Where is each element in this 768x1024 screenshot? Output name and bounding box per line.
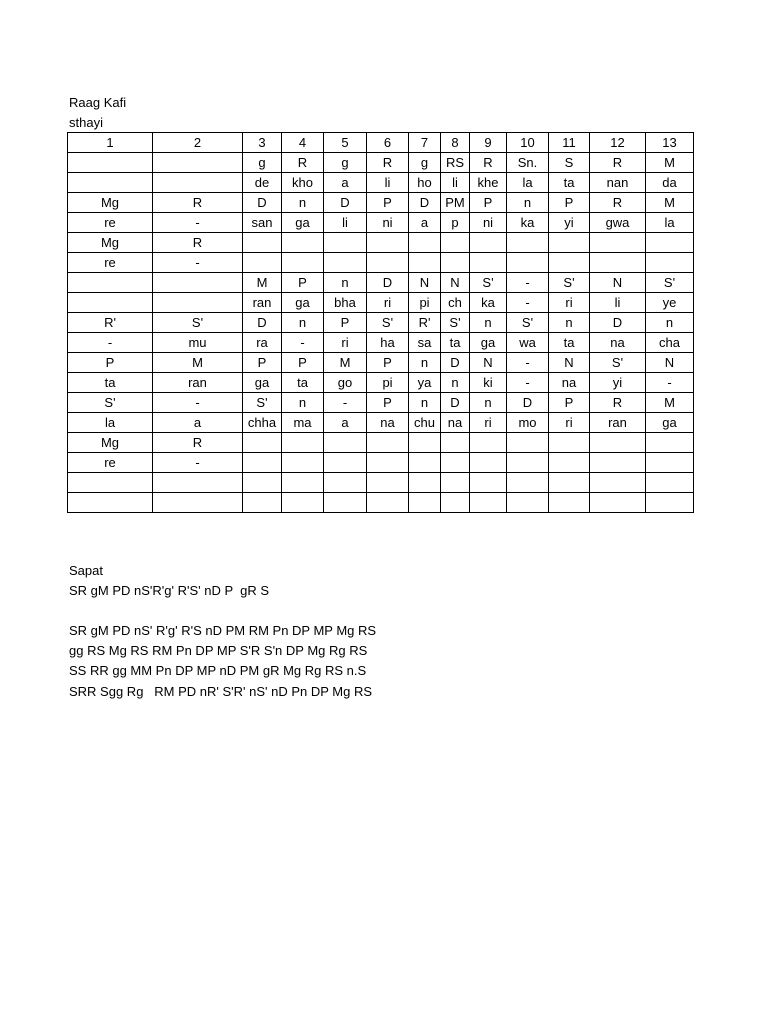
table-cell	[590, 233, 646, 253]
table-cell: ga	[646, 413, 694, 433]
table-cell: ka	[507, 213, 549, 233]
table-cell: -	[646, 373, 694, 393]
table-cell: PM	[441, 193, 470, 213]
table-cell: S'	[549, 273, 590, 293]
table-cell	[441, 453, 470, 473]
table-cell: S'	[153, 313, 243, 333]
table-cell: P	[282, 353, 324, 373]
table-cell	[243, 233, 282, 253]
table-cell: R	[590, 393, 646, 413]
table-cell: la	[646, 213, 694, 233]
table-cell	[470, 473, 507, 493]
table-cell: mu	[153, 333, 243, 353]
table-cell: n	[470, 393, 507, 413]
table-cell: -	[507, 293, 549, 313]
table-cell	[153, 293, 243, 313]
table-cell: R	[153, 433, 243, 453]
table-cell: pi	[409, 293, 441, 313]
table-cell	[324, 433, 367, 453]
table-cell: D	[441, 393, 470, 413]
table-cell	[507, 493, 549, 513]
table-row	[68, 373, 694, 393]
table-cell	[549, 453, 590, 473]
table-cell: g	[409, 153, 441, 173]
table-cell: N	[590, 273, 646, 293]
table-cell: g	[324, 153, 367, 173]
table-cell: Mg	[68, 433, 153, 453]
table-cell: S'	[367, 313, 409, 333]
table-cell: sa	[409, 333, 441, 353]
page-title: Raag Kafi	[69, 95, 127, 110]
table-cell: -	[153, 393, 243, 413]
table-cell: mo	[507, 413, 549, 433]
table-cell	[367, 453, 409, 473]
table-cell	[441, 433, 470, 453]
table-cell: ni	[470, 213, 507, 233]
table-cell: N	[646, 353, 694, 373]
table-cell	[243, 493, 282, 513]
table-cell: 4	[282, 133, 324, 153]
table-cell: Mg	[68, 233, 153, 253]
table-cell: n	[470, 313, 507, 333]
table-cell: ri	[549, 413, 590, 433]
table-cell	[507, 453, 549, 473]
table-cell: n	[646, 313, 694, 333]
table-cell	[324, 233, 367, 253]
table-cell: -	[324, 393, 367, 413]
table-cell: N	[549, 353, 590, 373]
table-cell: P	[549, 193, 590, 213]
table-cell: kho	[282, 173, 324, 193]
table-cell: R'	[409, 313, 441, 333]
table-cell: ya	[409, 373, 441, 393]
table-cell	[243, 473, 282, 493]
table-cell	[68, 153, 153, 173]
table-cell: n	[324, 273, 367, 293]
table-cell: a	[324, 413, 367, 433]
table-cell: P	[549, 393, 590, 413]
table-cell: ra	[243, 333, 282, 353]
table-cell: M	[646, 393, 694, 413]
table-cell	[507, 233, 549, 253]
table-cell: 7	[409, 133, 441, 153]
table-row	[68, 153, 694, 173]
table-cell	[282, 473, 324, 493]
table-cell: 6	[367, 133, 409, 153]
table-cell: R'	[68, 313, 153, 333]
table-row	[68, 213, 694, 233]
table-cell: re	[68, 453, 153, 473]
table-cell: 1	[68, 133, 153, 153]
table-cell: li	[324, 213, 367, 233]
table-cell: M	[153, 353, 243, 373]
table-cell: bha	[324, 293, 367, 313]
table-row	[68, 453, 694, 473]
table-cell	[441, 253, 470, 273]
table-cell: 8	[441, 133, 470, 153]
table-cell: ri	[470, 413, 507, 433]
table-row	[68, 193, 694, 213]
section-label-sthayi: sthayi	[69, 115, 103, 130]
table-cell	[441, 233, 470, 253]
table-cell: na	[367, 413, 409, 433]
table-cell: de	[243, 173, 282, 193]
table-cell: chu	[409, 413, 441, 433]
table-cell: -	[153, 213, 243, 233]
sapat-line: SRR Sgg Rg RM PD nR' S'R' nS' nD Pn DP Mg RS	[69, 684, 373, 699]
table-cell: P	[282, 273, 324, 293]
table-cell: li	[441, 173, 470, 193]
table-cell: P	[324, 313, 367, 333]
table-cell: li	[590, 293, 646, 313]
table-cell: ta	[549, 333, 590, 353]
table-row	[68, 433, 694, 453]
table-row	[68, 333, 694, 353]
table-cell: -	[507, 353, 549, 373]
table-row	[68, 353, 694, 373]
table-cell: 5	[324, 133, 367, 153]
table-cell	[153, 173, 243, 193]
table-row	[68, 413, 694, 433]
table-cell	[68, 493, 153, 513]
table-row	[68, 493, 694, 513]
table-row	[68, 393, 694, 413]
table-cell: ni	[367, 213, 409, 233]
table-cell	[470, 493, 507, 513]
table-cell	[646, 493, 694, 513]
table-cell: ho	[409, 173, 441, 193]
table-cell: chha	[243, 413, 282, 433]
table-cell: n	[409, 393, 441, 413]
table-cell: S'	[590, 353, 646, 373]
table-cell: N	[441, 273, 470, 293]
table-cell: pi	[367, 373, 409, 393]
sapat-line: SS RR gg MM Pn DP MP nD PM gR Mg Rg RS n.S	[69, 663, 367, 678]
table-cell: N	[470, 353, 507, 373]
table-cell: 11	[549, 133, 590, 153]
table-cell	[367, 253, 409, 273]
table-cell: a	[409, 213, 441, 233]
table-cell	[549, 433, 590, 453]
table-cell	[68, 173, 153, 193]
table-cell: P	[68, 353, 153, 373]
table-row	[68, 273, 694, 293]
table-cell: na	[590, 333, 646, 353]
table-cell: S'	[470, 273, 507, 293]
table-cell	[243, 453, 282, 473]
table-cell: a	[324, 173, 367, 193]
table-cell	[68, 293, 153, 313]
sapat-heading: Sapat	[69, 563, 103, 578]
table-cell: RS	[441, 153, 470, 173]
table-cell	[409, 233, 441, 253]
table-cell: la	[507, 173, 549, 193]
notation-table	[67, 132, 694, 513]
table-cell: ran	[590, 413, 646, 433]
table-row	[68, 293, 694, 313]
sapat-line: gg RS Mg RS RM Pn DP MP S'R S'n DP Mg Rg RS	[69, 643, 368, 658]
table-cell: yi	[590, 373, 646, 393]
table-cell: khe	[470, 173, 507, 193]
table-cell	[507, 253, 549, 273]
table-cell: ma	[282, 413, 324, 433]
table-cell: g	[243, 153, 282, 173]
table-cell	[507, 433, 549, 453]
table-cell: R	[590, 193, 646, 213]
table-cell: n	[282, 393, 324, 413]
table-cell	[367, 493, 409, 513]
table-cell: S'	[243, 393, 282, 413]
table-cell: -	[282, 333, 324, 353]
table-cell: N	[409, 273, 441, 293]
table-cell: P	[367, 353, 409, 373]
table-cell	[646, 253, 694, 273]
table-cell	[153, 493, 243, 513]
table-cell	[282, 233, 324, 253]
table-row	[68, 253, 694, 273]
table-cell: ch	[441, 293, 470, 313]
table-cell	[68, 473, 153, 493]
table-cell	[590, 433, 646, 453]
table-cell: n	[441, 373, 470, 393]
sapat-line: SR gM PD nS'R'g' R'S' nD P gR S	[69, 583, 270, 598]
table-cell	[409, 433, 441, 453]
table-cell: P	[470, 193, 507, 213]
table-cell: go	[324, 373, 367, 393]
table-cell: D	[324, 193, 367, 213]
table-cell: ran	[153, 373, 243, 393]
table-row	[68, 313, 694, 333]
table-cell	[243, 433, 282, 453]
table-cell: cha	[646, 333, 694, 353]
table-cell: ta	[441, 333, 470, 353]
table-cell: S'	[646, 273, 694, 293]
table-cell: yi	[549, 213, 590, 233]
table-cell	[324, 473, 367, 493]
table-cell: ri	[367, 293, 409, 313]
table-cell	[590, 493, 646, 513]
table-cell	[367, 433, 409, 453]
table-cell: n	[282, 313, 324, 333]
table-cell: a	[153, 413, 243, 433]
table-cell	[646, 233, 694, 253]
table-cell	[646, 453, 694, 473]
table-cell	[324, 493, 367, 513]
table-cell	[590, 253, 646, 273]
table-cell: ye	[646, 293, 694, 313]
table-cell	[324, 253, 367, 273]
table-cell: Mg	[68, 193, 153, 213]
table-header-row	[68, 133, 694, 153]
table-cell	[367, 233, 409, 253]
table-cell	[68, 273, 153, 293]
table-cell	[153, 473, 243, 493]
table-cell	[646, 433, 694, 453]
table-cell: R	[153, 233, 243, 253]
table-cell: ga	[282, 213, 324, 233]
table-cell	[507, 473, 549, 493]
table-cell	[282, 433, 324, 453]
table-cell: wa	[507, 333, 549, 353]
table-cell: S'	[441, 313, 470, 333]
table-cell: ha	[367, 333, 409, 353]
table-cell: 12	[590, 133, 646, 153]
table-cell	[282, 253, 324, 273]
table-cell: -	[68, 333, 153, 353]
table-cell: R	[367, 153, 409, 173]
table-cell: ran	[243, 293, 282, 313]
table-cell	[590, 473, 646, 493]
table-cell: la	[68, 413, 153, 433]
table-cell: n	[549, 313, 590, 333]
table-cell: Sn.	[507, 153, 549, 173]
table-cell	[282, 453, 324, 473]
table-cell: ga	[243, 373, 282, 393]
table-cell: P	[367, 193, 409, 213]
table-cell: ta	[68, 373, 153, 393]
table-cell: ri	[324, 333, 367, 353]
table-cell	[409, 253, 441, 273]
table-cell: -	[507, 373, 549, 393]
table-cell: ri	[549, 293, 590, 313]
table-cell: R	[282, 153, 324, 173]
table-cell: gwa	[590, 213, 646, 233]
table-cell	[470, 433, 507, 453]
table-row	[68, 173, 694, 193]
table-cell: D	[507, 393, 549, 413]
table-cell: P	[243, 353, 282, 373]
table-cell: M	[646, 153, 694, 173]
table-cell: na	[441, 413, 470, 433]
table-cell: 13	[646, 133, 694, 153]
table-cell: nan	[590, 173, 646, 193]
table-cell	[590, 453, 646, 473]
table-cell	[367, 473, 409, 493]
table-cell	[470, 453, 507, 473]
table-cell: M	[646, 193, 694, 213]
table-cell: S'	[68, 393, 153, 413]
table-cell: na	[549, 373, 590, 393]
table-cell: -	[153, 253, 243, 273]
table-cell: ka	[470, 293, 507, 313]
table-cell: D	[243, 193, 282, 213]
table-cell: ga	[282, 293, 324, 313]
table-cell: n	[282, 193, 324, 213]
table-cell: li	[367, 173, 409, 193]
table-cell: 2	[153, 133, 243, 153]
table-cell: M	[243, 273, 282, 293]
table-cell: R	[470, 153, 507, 173]
table-cell: D	[590, 313, 646, 333]
table-cell	[409, 493, 441, 513]
table-cell: R	[590, 153, 646, 173]
table-cell: P	[367, 393, 409, 413]
table-row	[68, 233, 694, 253]
table-cell	[243, 253, 282, 273]
table-cell: ta	[549, 173, 590, 193]
table-cell	[646, 473, 694, 493]
table-cell: S'	[507, 313, 549, 333]
sapat-line: SR gM PD nS' R'g' R'S nD PM RM Pn DP MP Mg RS	[69, 623, 377, 638]
table-cell: D	[367, 273, 409, 293]
table-cell: da	[646, 173, 694, 193]
table-cell	[282, 493, 324, 513]
table-cell: san	[243, 213, 282, 233]
table-cell: ki	[470, 373, 507, 393]
table-cell: 10	[507, 133, 549, 153]
table-cell: -	[507, 273, 549, 293]
table-cell: p	[441, 213, 470, 233]
table-cell: D	[409, 193, 441, 213]
table-cell: D	[441, 353, 470, 373]
table-cell: 3	[243, 133, 282, 153]
table-cell	[324, 453, 367, 473]
table-cell: -	[153, 453, 243, 473]
table-cell	[549, 473, 590, 493]
table-cell: n	[507, 193, 549, 213]
table-cell	[409, 473, 441, 493]
table-cell	[470, 253, 507, 273]
table-cell: n	[409, 353, 441, 373]
table-row	[68, 473, 694, 493]
table-cell	[441, 493, 470, 513]
table-cell: R	[153, 193, 243, 213]
table-cell	[409, 453, 441, 473]
table-cell	[549, 233, 590, 253]
table-cell	[470, 233, 507, 253]
table-cell: ga	[470, 333, 507, 353]
table-cell: ta	[282, 373, 324, 393]
table-cell: 9	[470, 133, 507, 153]
table-cell: M	[324, 353, 367, 373]
table-cell: re	[68, 213, 153, 233]
table-cell	[153, 273, 243, 293]
table-cell: S	[549, 153, 590, 173]
table-cell: re	[68, 253, 153, 273]
table-cell	[549, 493, 590, 513]
table-cell: D	[243, 313, 282, 333]
table-cell	[441, 473, 470, 493]
table-cell	[549, 253, 590, 273]
table-cell	[153, 153, 243, 173]
